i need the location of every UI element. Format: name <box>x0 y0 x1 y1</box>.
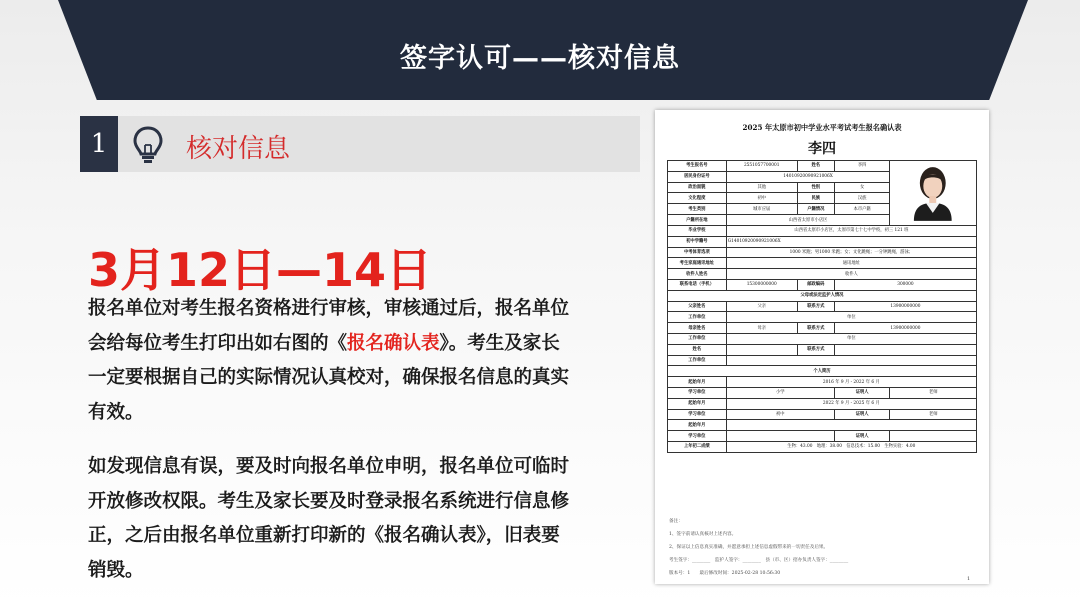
page-mark: 1 <box>967 576 971 582</box>
form-cell: 父亲姓名 <box>668 301 727 312</box>
form-cell: 300000 <box>834 279 976 290</box>
form-cell: 山西省太原市小店区 <box>726 215 890 226</box>
form-cell: 起始年月 <box>668 377 727 388</box>
form-cell: 户籍所在地 <box>668 215 727 226</box>
form-cell: 本市户籍 <box>834 204 890 215</box>
form-title: 2025 年太原市初中学业水平考试考生报名确认表 <box>742 123 902 132</box>
form-cell <box>726 355 976 366</box>
form-cell <box>890 431 977 442</box>
form-cell: 起始年月 <box>668 398 727 409</box>
form-cell: 联系方式 <box>797 301 834 312</box>
form-cell: 中考体育选项 <box>668 247 727 258</box>
form-cell: 母亲姓名 <box>668 323 727 334</box>
form-cell: 政治面貌 <box>668 182 727 193</box>
form-cell: 初中学籍号 <box>668 236 727 247</box>
form-cell: 证明人 <box>834 387 890 398</box>
paragraph-text-end: 》。考生及家长一定要根据自己的实际情况认真校对，确保报名信息的真实有效。 <box>88 332 570 423</box>
form-cell: 生物：43.00 地理：38.00 信息技术：15.00 生物实验：4.00 <box>726 441 976 452</box>
form-cell: 考生报名号 <box>668 161 727 172</box>
form-cell: 联系电话（手机） <box>668 279 727 290</box>
form-student-name: 李四 <box>808 141 836 157</box>
paragraph-text: 报名单位对考生报名资格进行审核，审核通过后，报名单位会给每位考生打印出如右图的《 <box>88 298 570 354</box>
form-cell: 14010920090921006X <box>726 171 890 182</box>
form-cell: 考生家庭通讯地址 <box>668 258 727 269</box>
form-cell: 邮政编码 <box>797 279 834 290</box>
form-notes <box>669 515 979 580</box>
form-cell: 工作单位 <box>668 312 727 323</box>
correction-paragraph: 如发现信息有误，要及时向报名单位申明，报名单位可临时开放修改权限。考生及家长要及时登录报名系统进行信息修正，之后由报名单位重新打印新的《报名确认表》，旧表要销毁。 <box>88 456 570 581</box>
form-cell: 父亲 <box>726 301 797 312</box>
form-cell: 单位 <box>726 333 976 344</box>
form-cell: 2551057700001 <box>726 161 797 172</box>
note-line: 考生签字：________ 监护人签字：________ 县（市、区）招办负责人签字：________ <box>669 558 849 563</box>
form-cell: 李四 <box>834 161 890 172</box>
form-cell <box>726 420 976 431</box>
note-line: 2、保证以上信息真实准确，并愿意承担上述信息虚假带来的一切责任及后果。 <box>669 545 829 550</box>
form-cell: 2016 年 9 月 - 2022 年 6 月 <box>726 377 976 388</box>
highlighted-form-name: 报名确认表 <box>347 332 440 354</box>
form-cell: 老师 <box>890 409 977 420</box>
page-title: 签字认可——核对信息 <box>400 43 680 74</box>
form-cell: 学习单位 <box>668 431 727 442</box>
form-cell: 联系方式 <box>797 344 834 355</box>
form-cell: 汉族 <box>834 193 890 204</box>
form-table <box>667 160 977 453</box>
form-cell: 老师 <box>890 387 977 398</box>
form-cell: 收件人姓名 <box>668 269 727 280</box>
form-cell: 居民身份证号 <box>668 171 727 182</box>
form-cell: 初中 <box>726 409 834 420</box>
form-cell: 证明人 <box>834 409 890 420</box>
form-cell: 姓名 <box>797 161 834 172</box>
form-cell: 15300000000 <box>726 279 797 290</box>
student-photo <box>890 161 977 226</box>
form-cell: 毕业学校 <box>668 226 727 237</box>
form-cell: G14010920090921006X <box>726 236 976 247</box>
form-cell: 单位 <box>726 312 976 323</box>
form-cell: 性别 <box>797 182 834 193</box>
form-cell: 13900000000 <box>834 301 976 312</box>
note-line: 1、签字前请认真核对上述内容。 <box>669 532 737 537</box>
section-number: 1 <box>80 116 118 172</box>
form-cell: 小学 <box>726 387 834 398</box>
note-line: 版本号：1 最后修改时间：2025-02-28 10:56:30 <box>669 571 781 576</box>
form-cell: 文化程度 <box>668 193 727 204</box>
form-cell: 初中 <box>726 193 797 204</box>
form-cell: 工作单位 <box>668 355 727 366</box>
form-cell: 民族 <box>797 193 834 204</box>
note-line: 备注： <box>669 519 683 524</box>
form-cell: 证明人 <box>834 431 890 442</box>
form-cell: 工作单位 <box>668 333 727 344</box>
form-cell: 考生类别 <box>668 204 727 215</box>
section-title: 核对信息 <box>186 134 291 164</box>
lightbulb-icon <box>126 122 170 166</box>
form-cell: 学习单位 <box>668 409 727 420</box>
form-cell: 起始年月 <box>668 420 727 431</box>
form-cell <box>726 344 797 355</box>
form-cell: 姓名 <box>668 344 727 355</box>
form-cell: 通讯地址 <box>726 258 976 269</box>
form-cell: 上年初二成绩 <box>668 441 727 452</box>
form-cell: 13900000000 <box>834 323 976 334</box>
form-cell: 联系方式 <box>797 323 834 334</box>
form-cell: 其他 <box>726 182 797 193</box>
form-cell: 户籍情况 <box>797 204 834 215</box>
form-section-header: 父母或法定监护人情况 <box>668 290 977 301</box>
form-cell: 山西省太原市小店区，太原市第七十七中学校，初三 121 班 <box>726 226 976 237</box>
form-cell: 1000 米跑；男1000 米跑；女；文化跳绳；一分钟跳绳，游泳； <box>726 247 976 258</box>
form-cell <box>726 431 834 442</box>
instruction-paragraph <box>88 292 573 430</box>
form-cell: 母亲 <box>726 323 797 334</box>
form-section-header: 个人简历 <box>668 366 977 377</box>
form-cell: 女 <box>834 182 890 193</box>
registration-form-image <box>655 110 989 584</box>
form-cell: 2022 年 9 月 - 2025 年 6 月 <box>726 398 976 409</box>
form-cell: 城市应届 <box>726 204 797 215</box>
date-range: 3月12日—14日 <box>88 243 433 297</box>
form-cell: 学习单位 <box>668 387 727 398</box>
form-cell: 收件人 <box>726 269 976 280</box>
form-cell <box>834 344 976 355</box>
